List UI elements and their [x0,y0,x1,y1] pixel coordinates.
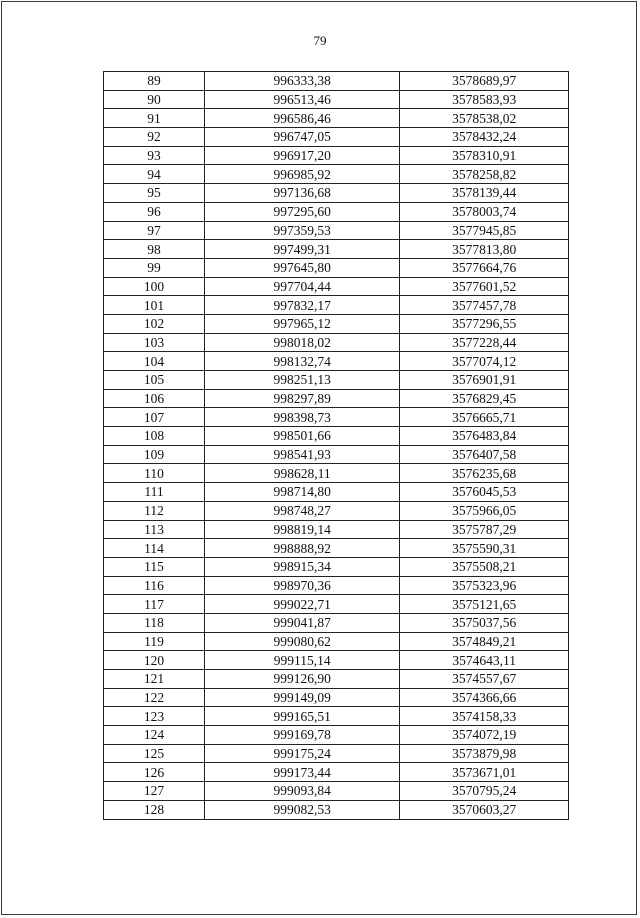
y-coordinate-cell: 3574158,33 [400,707,569,726]
point-number-cell: 118 [104,613,205,632]
y-coordinate-cell: 3573671,01 [400,763,569,782]
x-coordinate-cell: 999093,84 [205,782,400,801]
point-number-cell: 99 [104,258,205,277]
y-coordinate-cell: 3570795,24 [400,782,569,801]
y-coordinate-cell: 3574849,21 [400,632,569,651]
table-row [104,483,569,502]
y-coordinate-cell: 3574072,19 [400,726,569,745]
x-coordinate-cell: 998018,02 [205,333,400,352]
y-coordinate-cell: 3577813,80 [400,240,569,259]
table-row [104,613,569,632]
x-coordinate-cell: 999080,62 [205,632,400,651]
y-coordinate-cell: 3578310,91 [400,146,569,165]
x-coordinate-cell: 996586,46 [205,109,400,128]
x-coordinate-cell: 999165,51 [205,707,400,726]
point-number-cell: 111 [104,483,205,502]
y-coordinate-cell: 3576901,91 [400,371,569,390]
x-coordinate-cell: 998132,74 [205,352,400,371]
x-coordinate-cell: 998819,14 [205,520,400,539]
x-coordinate-cell: 998970,36 [205,576,400,595]
table-row [104,221,569,240]
point-number-cell: 119 [104,632,205,651]
table-row [104,557,569,576]
point-number-cell: 113 [104,520,205,539]
table-row [104,726,569,745]
point-number-cell: 103 [104,333,205,352]
y-coordinate-cell: 3577664,76 [400,258,569,277]
table-row [104,576,569,595]
point-number-cell: 122 [104,688,205,707]
table-row [104,688,569,707]
table-row [104,520,569,539]
table-row [104,352,569,371]
y-coordinate-cell: 3578258,82 [400,165,569,184]
table-row [104,240,569,259]
y-coordinate-cell: 3575121,65 [400,595,569,614]
x-coordinate-cell: 997965,12 [205,314,400,333]
coordinates-table-body [104,72,569,820]
point-number-cell: 121 [104,670,205,689]
table-row [104,744,569,763]
point-number-cell: 124 [104,726,205,745]
point-number-cell: 100 [104,277,205,296]
x-coordinate-cell: 998251,13 [205,371,400,390]
y-coordinate-cell: 3577601,52 [400,277,569,296]
table-row [104,501,569,520]
point-number-cell: 89 [104,72,205,91]
table-row [104,128,569,147]
y-coordinate-cell: 3577945,85 [400,221,569,240]
point-number-cell: 127 [104,782,205,801]
y-coordinate-cell: 3575037,56 [400,613,569,632]
table-row [104,539,569,558]
y-coordinate-cell: 3575966,05 [400,501,569,520]
point-number-cell: 108 [104,427,205,446]
y-coordinate-cell: 3577457,78 [400,296,569,315]
x-coordinate-cell: 996333,38 [205,72,400,91]
point-number-cell: 114 [104,539,205,558]
y-coordinate-cell: 3574557,67 [400,670,569,689]
y-coordinate-cell: 3575590,31 [400,539,569,558]
x-coordinate-cell: 996747,05 [205,128,400,147]
point-number-cell: 125 [104,744,205,763]
y-coordinate-cell: 3578689,97 [400,72,569,91]
table-row [104,632,569,651]
point-number-cell: 116 [104,576,205,595]
x-coordinate-cell: 996917,20 [205,146,400,165]
x-coordinate-cell: 998888,92 [205,539,400,558]
x-coordinate-cell: 997645,80 [205,258,400,277]
x-coordinate-cell: 998628,11 [205,464,400,483]
point-number-cell: 107 [104,408,205,427]
x-coordinate-cell: 999169,78 [205,726,400,745]
point-number-cell: 92 [104,128,205,147]
y-coordinate-cell: 3577228,44 [400,333,569,352]
table-row [104,408,569,427]
y-coordinate-cell: 3578583,93 [400,90,569,109]
table-row [104,595,569,614]
y-coordinate-cell: 3576665,71 [400,408,569,427]
y-coordinate-cell: 3576235,68 [400,464,569,483]
x-coordinate-cell: 997499,31 [205,240,400,259]
table-row [104,277,569,296]
x-coordinate-cell: 997295,60 [205,202,400,221]
x-coordinate-cell: 997704,44 [205,277,400,296]
table-row [104,184,569,203]
y-coordinate-cell: 3576483,84 [400,427,569,446]
table-row [104,670,569,689]
x-coordinate-cell: 998297,89 [205,389,400,408]
table-row [104,800,569,819]
x-coordinate-cell: 998748,27 [205,501,400,520]
y-coordinate-cell: 3578003,74 [400,202,569,221]
table-row [104,90,569,109]
y-coordinate-cell: 3577296,55 [400,314,569,333]
table-row [104,296,569,315]
table-row [104,464,569,483]
y-coordinate-cell: 3578432,24 [400,128,569,147]
point-number-cell: 126 [104,763,205,782]
table-row [104,146,569,165]
point-number-cell: 98 [104,240,205,259]
point-number-cell: 102 [104,314,205,333]
point-number-cell: 93 [104,146,205,165]
x-coordinate-cell: 997832,17 [205,296,400,315]
y-coordinate-cell: 3577074,12 [400,352,569,371]
x-coordinate-cell: 998541,93 [205,445,400,464]
x-coordinate-cell: 999149,09 [205,688,400,707]
table-row [104,333,569,352]
table-row [104,258,569,277]
y-coordinate-cell: 3574643,11 [400,651,569,670]
x-coordinate-cell: 997136,68 [205,184,400,203]
table-row [104,371,569,390]
point-number-cell: 97 [104,221,205,240]
point-number-cell: 94 [104,165,205,184]
y-coordinate-cell: 3574366,66 [400,688,569,707]
x-coordinate-cell: 998714,80 [205,483,400,502]
x-coordinate-cell: 999173,44 [205,763,400,782]
table-row [104,314,569,333]
point-number-cell: 112 [104,501,205,520]
x-coordinate-cell: 999115,14 [205,651,400,670]
point-number-cell: 106 [104,389,205,408]
point-number-cell: 96 [104,202,205,221]
table-row [104,202,569,221]
y-coordinate-cell: 3576045,53 [400,483,569,502]
x-coordinate-cell: 998501,66 [205,427,400,446]
x-coordinate-cell: 998398,73 [205,408,400,427]
point-number-cell: 101 [104,296,205,315]
point-number-cell: 123 [104,707,205,726]
coordinates-table [103,71,569,820]
point-number-cell: 110 [104,464,205,483]
table-row [104,782,569,801]
table-row [104,445,569,464]
x-coordinate-cell: 999022,71 [205,595,400,614]
table-row [104,651,569,670]
table-row [104,109,569,128]
point-number-cell: 104 [104,352,205,371]
x-coordinate-cell: 998915,34 [205,557,400,576]
page-number: 79 [313,33,327,48]
table-row [104,763,569,782]
point-number-cell: 115 [104,557,205,576]
y-coordinate-cell: 3576407,58 [400,445,569,464]
point-number-cell: 105 [104,371,205,390]
y-coordinate-cell: 3573879,98 [400,744,569,763]
table-row [104,427,569,446]
table-row [104,165,569,184]
x-coordinate-cell: 999175,24 [205,744,400,763]
point-number-cell: 128 [104,800,205,819]
y-coordinate-cell: 3575323,96 [400,576,569,595]
point-number-cell: 95 [104,184,205,203]
table-row [104,707,569,726]
point-number-cell: 90 [104,90,205,109]
y-coordinate-cell: 3576829,45 [400,389,569,408]
point-number-cell: 120 [104,651,205,670]
x-coordinate-cell: 999082,53 [205,800,400,819]
table-row [104,389,569,408]
x-coordinate-cell: 997359,53 [205,221,400,240]
point-number-cell: 109 [104,445,205,464]
table-row [104,72,569,91]
y-coordinate-cell: 3575508,21 [400,557,569,576]
x-coordinate-cell: 996513,46 [205,90,400,109]
y-coordinate-cell: 3570603,27 [400,800,569,819]
point-number-cell: 91 [104,109,205,128]
point-number-cell: 117 [104,595,205,614]
x-coordinate-cell: 996985,92 [205,165,400,184]
x-coordinate-cell: 999041,87 [205,613,400,632]
y-coordinate-cell: 3578139,44 [400,184,569,203]
y-coordinate-cell: 3575787,29 [400,520,569,539]
x-coordinate-cell: 999126,90 [205,670,400,689]
y-coordinate-cell: 3578538,02 [400,109,569,128]
